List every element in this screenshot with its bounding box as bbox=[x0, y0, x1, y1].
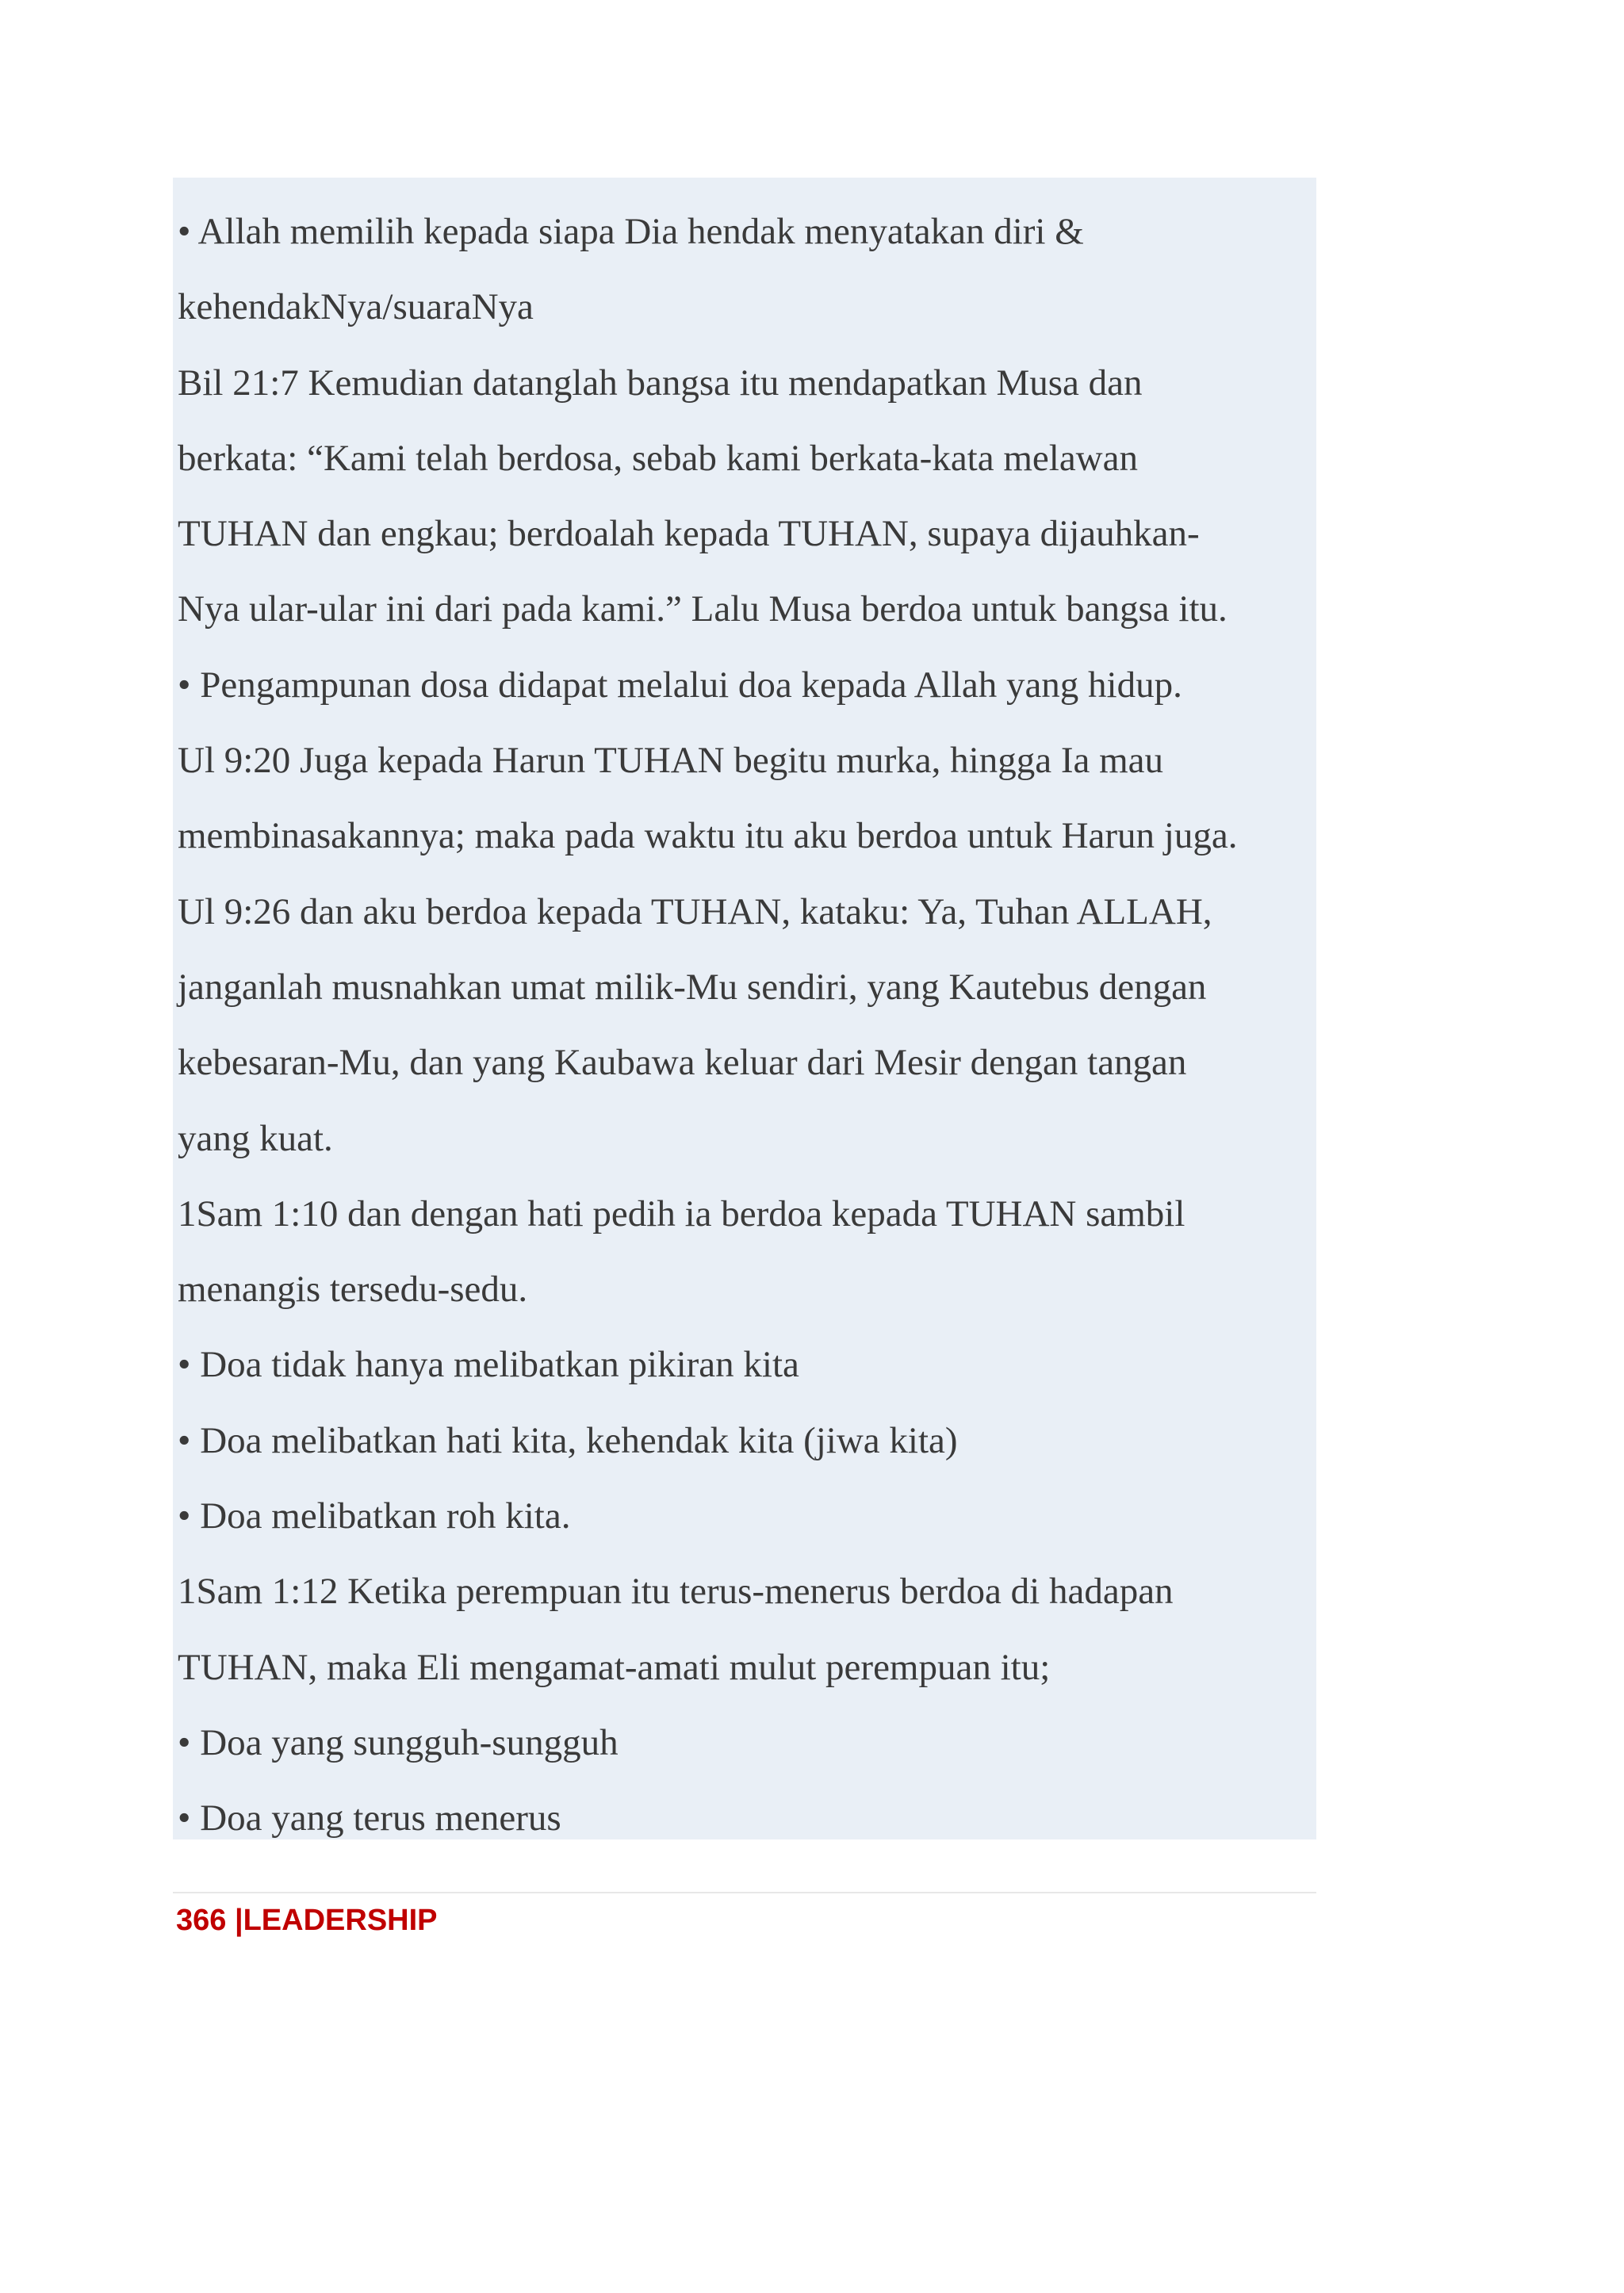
text-line-verse-ref: Bil 21:7 Kemudian datanglah bangsa itu mendapatkan Musa dan bbox=[178, 362, 1143, 404]
text-line-verse-ref: 1Sam 1:10 dan dengan hati pedih ia berdoa kepada TUHAN sambil bbox=[178, 1192, 1185, 1235]
text-line-bullet: • Doa yang terus menerus bbox=[178, 1797, 561, 1839]
text-line: kehendakNya/suaraNya bbox=[178, 286, 534, 328]
text-line-verse-ref: Ul 9:26 dan aku berdoa kepada TUHAN, kataku: Ya, Tuhan ALLAH, bbox=[178, 890, 1212, 932]
page-footer-label: 366 |LEADERSHIP bbox=[176, 1904, 438, 1937]
text-line-verse-ref: Ul 9:20 Juga kepada Harun TUHAN begitu murka, hingga Ia mau bbox=[178, 740, 1164, 782]
text-line: membinasakannya; maka pada waktu itu aku berdoa untuk Harun juga. bbox=[178, 815, 1238, 857]
text-line-bullet: • Doa tidak hanya melibatkan pikiran kita bbox=[178, 1344, 799, 1386]
footer-divider bbox=[173, 1892, 1316, 1893]
body-text bbox=[178, 194, 1526, 1857]
text-line: yang kuat. bbox=[178, 1117, 333, 1159]
text-line: berkata: “Kami telah berdosa, sebab kami berkata-kata melawan bbox=[178, 437, 1138, 479]
text-line-bullet: • Pengampunan dosa didapat melalui doa kepada Allah yang hidup. bbox=[178, 664, 1182, 706]
text-line: Nya ular-ular ini dari pada kami.” Lalu Musa berdoa untuk bangsa itu. bbox=[178, 588, 1228, 630]
text-line-verse-ref: 1Sam 1:12 Ketika perempuan itu terus-menerus berdoa di hadapan bbox=[178, 1571, 1174, 1613]
text-line: menangis tersedu-sedu. bbox=[178, 1269, 528, 1311]
text-line-bullet: • Doa melibatkan roh kita. bbox=[178, 1495, 571, 1537]
text-line: kebesaran-Mu, dan yang Kaubawa keluar dari Mesir dengan tangan bbox=[178, 1042, 1187, 1084]
text-line-bullet: • Doa melibatkan hati kita, kehendak kita (jiwa kita) bbox=[178, 1419, 958, 1461]
text-line: janganlah musnahkan umat milik-Mu sendiri, yang Kautebus dengan bbox=[178, 966, 1207, 1008]
text-line-bullet: • Allah memilih kepada siapa Dia hendak menyatakan diri & bbox=[178, 211, 1084, 252]
text-line-bullet: • Doa yang sungguh-sungguh bbox=[178, 1721, 619, 1763]
text-line: TUHAN dan engkau; berdoalah kepada TUHAN, supaya dijauhkan- bbox=[178, 513, 1200, 555]
text-line: TUHAN, maka Eli mengamat-amati mulut perempuan itu; bbox=[178, 1646, 1051, 1688]
